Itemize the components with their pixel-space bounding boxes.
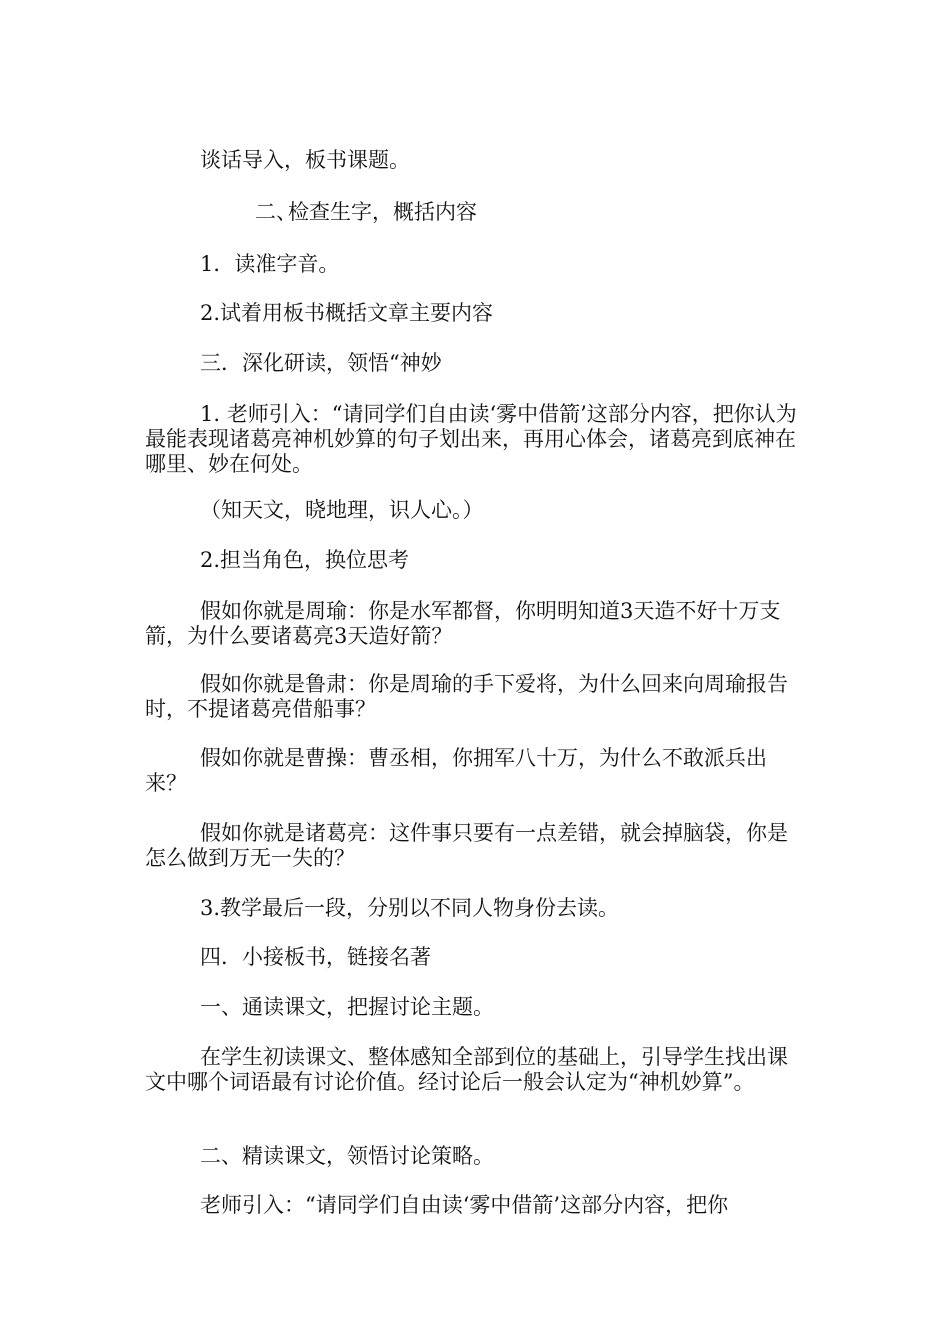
paragraph-read-sounds: 1．读准字音。 <box>200 252 340 276</box>
heading-text: 检查生字，概括内容 <box>288 200 477 224</box>
heading-number: 二、 <box>255 200 297 224</box>
paragraph-answer: （知天文，晓地理，识人心。） <box>200 498 484 522</box>
paragraph-teacher-intro-2: 老师引入：“请同学们自由读‘雾中借箭’这部分内容，把你 <box>200 1193 729 1217</box>
heading-read-through: 一、通读课文，把握讨论主题。 <box>200 995 494 1019</box>
heading-close-read: 二、精读课文，领悟讨论策略。 <box>200 1144 494 1168</box>
paragraph-last-section: 3.教学最后一段，分别以不同人物身份去读。 <box>200 896 620 920</box>
paragraph-zhugeliang: 假如你就是诸葛亮：这件事只要有一点差错，就会掉脑袋，你是怎么做到万无一失的？ <box>145 821 788 870</box>
paragraph-discussion: 在学生初读课文、整体感知全部到位的基础上，引导学生找出课文中哪个词语最有讨论价值。经讨论后一般会认定为“神机妙算”。 <box>145 1045 788 1094</box>
heading-section-2 <box>145 200 805 225</box>
heading-section-3: 三．深化研读，领悟“神妙 <box>200 351 442 375</box>
paragraph-teacher-intro: 1. 老师引入：“请同学们自由读‘雾中借箭’这部分内容，把你认为最能表现诸葛亮神机妙算的句子划出来，再用心体会，诸葛亮到底神在哪里、妙在何处。 <box>145 402 797 476</box>
paragraph-role-play: 2.担当角色，换位思考 <box>200 548 410 572</box>
paragraph-summarize: 2.试着用板书概括文章主要内容 <box>200 301 494 325</box>
paragraph-caocao: 假如你就是曹操：曹丞相，你拥军八十万，为什么不敢派兵出来？ <box>145 746 767 795</box>
heading-section-4: 四．小接板书，链接名著 <box>200 945 431 969</box>
paragraph-lusu: 假如你就是鲁肃：你是周瑜的手下爱将，为什么回来向周瑜报告时，不提诸葛亮借船事？ <box>145 672 788 721</box>
paragraph-intro: 谈话导入，板书课题。 <box>200 148 410 172</box>
paragraph-zhouyu: 假如你就是周瑜：你是水军都督，你明明知道3天造不好十万支箭，为什么要诸葛亮3天造好箭？ <box>145 599 781 648</box>
